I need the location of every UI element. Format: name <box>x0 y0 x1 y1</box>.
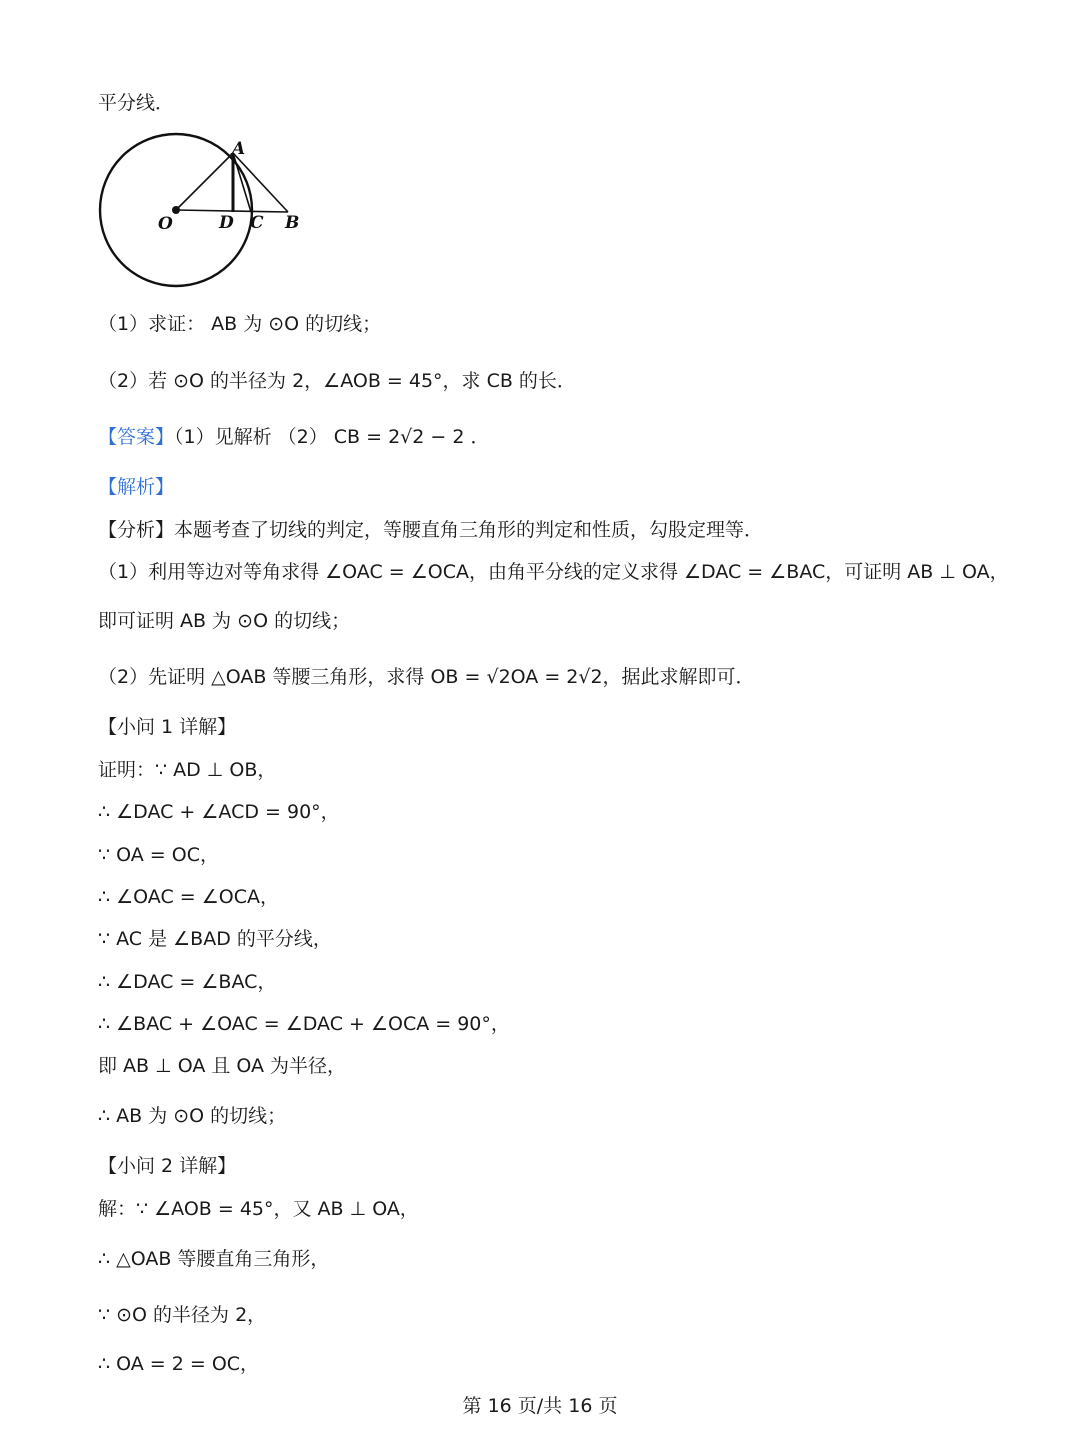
segment-oa <box>176 153 233 210</box>
sub1-line: ∴ ∠DAC = ∠BAC， <box>98 971 277 993</box>
question-1: （1）求证： AB 为 ⊙O 的切线； <box>98 313 382 335</box>
sub2-line: ∴ △OAB 等腰直角三角形， <box>98 1248 330 1270</box>
label-b: B <box>285 213 300 233</box>
sub1-heading: 【小问 1 详解】 <box>98 716 237 738</box>
label-d: D <box>219 213 234 233</box>
label-o: O <box>158 214 173 234</box>
answer-text: （1）见解析 （2） CB = 2√2 − 2 ． <box>174 426 490 448</box>
fenxi-p2: （2）先证明 △OAB 等腰三角形，求得 OB = √2OA = 2√2，据此求解即可． <box>98 666 755 688</box>
answer-tag: 【答案】 <box>98 426 175 448</box>
sub1-line: ∴ ∠BAC + ∠OAC = ∠DAC + ∠OCA = 90°， <box>98 1013 510 1035</box>
sub2-line: 解：∵ ∠AOB = 45°，又 AB ⊥ OA， <box>98 1198 419 1220</box>
fenxi-p1a: （1）利用等边对等角求得 ∠OAC = ∠OCA，由角平分线的定义求得 ∠DAC = ∠BAC，可证明 AB ⊥ OA， <box>98 561 1009 583</box>
label-c: C <box>250 213 264 233</box>
geometry-figure <box>94 128 314 288</box>
sub1-line: ∴ ∠OAC = ∠OCA， <box>98 886 279 908</box>
fenxi-line <box>98 517 763 543</box>
fenxi-p1b: 即可证明 AB 为 ⊙O 的切线； <box>98 610 351 632</box>
label-a: A <box>232 139 246 159</box>
page-footer: 第 16 页/共 16 页 <box>462 1395 618 1417</box>
sub2-heading: 【小问 2 详解】 <box>98 1155 237 1177</box>
sub1-line: 证明：∵ AD ⊥ OB， <box>98 759 277 781</box>
sub2-line: ∵ ⊙O 的半径为 2， <box>98 1304 267 1326</box>
answer-line <box>98 424 489 450</box>
sub1-line: ∵ OA = OC， <box>98 844 219 866</box>
center-point-o <box>172 206 180 214</box>
analysis-tag: 【解析】 <box>98 476 175 498</box>
sub1-line: ∴ AB 为 ⊙O 的切线； <box>98 1105 287 1127</box>
sub1-line: ∵ AC 是 ∠BAD 的平分线， <box>98 928 332 950</box>
intro-tail-text: 平分线． <box>98 92 175 114</box>
sub1-line: ∴ ∠DAC + ∠ACD = 90°， <box>98 801 340 823</box>
sub1-line: 即 AB ⊥ OA 且 OA 为半径， <box>98 1055 347 1077</box>
question-2: （2）若 ⊙O 的半径为 2，∠AOB = 45°，求 CB 的长． <box>98 370 576 392</box>
fenxi-text: 本题考查了切线的判定，等腰直角三角形的判定和性质，勾股定理等． <box>174 519 764 541</box>
fenxi-label: 【分析】 <box>98 519 175 541</box>
sub2-line: ∴ OA = 2 = OC， <box>98 1353 260 1375</box>
